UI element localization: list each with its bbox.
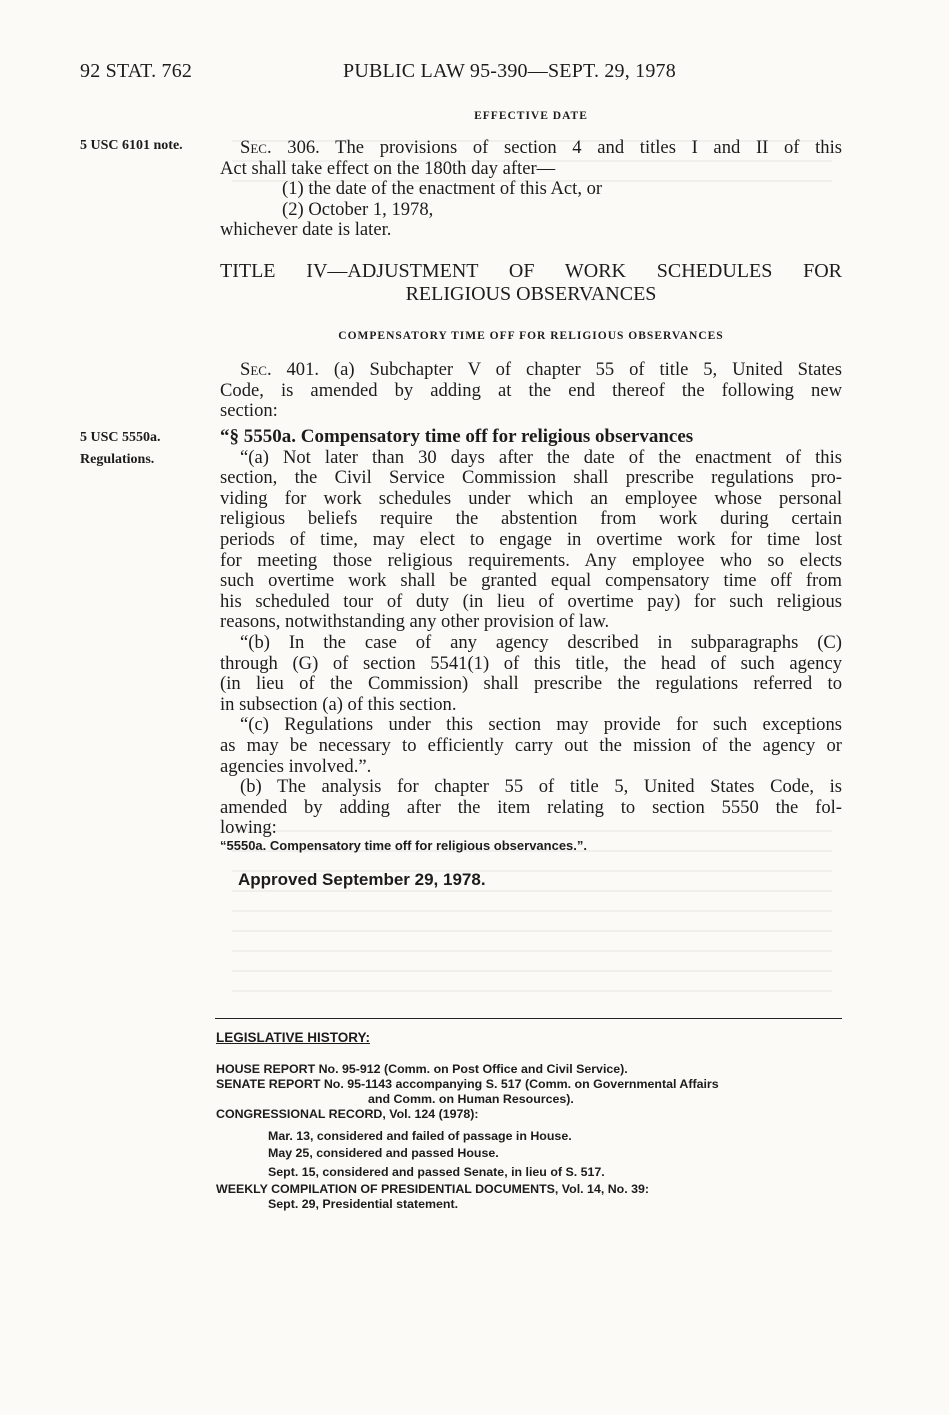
weekly-compilation: WEEKLY COMPILATION OF PRESIDENTIAL DOCUMENTS, Vol. 14, No. 39:	[216, 1182, 650, 1196]
sec306-line5: whichever date is later.	[220, 219, 392, 241]
para-a-line: for meeting those religious requirements. Any employee who so elects	[220, 549, 842, 571]
sec401-line2: Code, is amended by adding at the end thereof the following new	[220, 379, 842, 401]
para-a-line: such overtime work shall be granted equal compensatory time off from	[220, 570, 842, 592]
effective-date-heading: EFFECTIVE DATE	[474, 110, 588, 122]
para-a-line: reasons, notwithstanding any other provision of law.	[220, 611, 610, 633]
para-a-line: periods of time, may elect to engage in overtime work for time lost	[220, 528, 842, 550]
sec401-line1: Sec. 401. (a) Subchapter V of chapter 55 of title 5, United States	[240, 359, 842, 380]
para-b-line: “(b) In the case of any agency described in subparagraphs (C)	[240, 631, 842, 653]
analysis-item: “5550a. Compensatory time off for religious observances.”.	[220, 838, 588, 853]
approval-line: Approved September 29, 1978.	[238, 870, 486, 889]
record-entry: May 25, considered and passed House.	[268, 1146, 499, 1160]
para-c-line: as may be necessary to efficiently carry out the mission of the agency or	[220, 734, 842, 756]
legislative-history-heading: LEGISLATIVE HISTORY:	[216, 1030, 371, 1045]
congressional-record: CONGRESSIONAL RECORD, Vol. 124 (1978):	[216, 1107, 479, 1121]
para-b-line: through (G) of section 5541(1) of this title, the head of such agency	[220, 652, 842, 674]
margin-note-regulations: Regulations.	[80, 452, 155, 467]
section-306	[220, 138, 842, 241]
para-b-line: (in lieu of the Commission) shall prescribe the regulations referred to	[220, 673, 842, 695]
sec306-item1: (1) the date of the enactment of this Act, or	[282, 178, 603, 200]
title-iv-line2: RELIGIOUS OBSERVANCES	[405, 283, 657, 305]
margin-note-6101: 5 USC 6101 note.	[80, 138, 183, 153]
page-stat-number: 92 STAT. 762	[80, 60, 193, 82]
para-a-line: religious beliefs require the abstention from work during certain	[220, 508, 842, 530]
para-c-line: agencies involved.”.	[220, 755, 372, 777]
sec306-line1: Sec. 306. The provisions of section 4 and titles I and II of this	[240, 137, 842, 158]
senate-report-line1: SENATE REPORT No. 95-1143 accompanying S. 517 (Comm. on Governmental Affairs	[216, 1077, 719, 1091]
para-a-line: viding for work schedules under which an employee whose personal	[220, 487, 842, 509]
running-head: PUBLIC LAW 95-390—SEPT. 29, 1978	[343, 60, 676, 82]
section-5550a-heading: “§ 5550a. Compensatory time off for religious observances	[220, 426, 694, 447]
sec306-item2: (2) October 1, 1978,	[282, 198, 434, 220]
analysis-para-line: amended by adding after the item relating to section 5550 the fol-	[220, 796, 842, 818]
title-iv-heading	[220, 260, 842, 306]
section-401	[220, 360, 842, 422]
para-b-line: in subsection (a) of this section.	[220, 693, 457, 715]
para-a-line: “(a) Not later than 30 days after the date of the enactment of this	[240, 446, 842, 468]
record-entry: Mar. 13, considered and failed of passage in House.	[268, 1129, 572, 1143]
record-entry: Sept. 15, considered and passed Senate, in lieu of S. 517.	[268, 1165, 605, 1179]
section-5550a-body	[220, 427, 842, 839]
sec306-line2: Act shall take effect on the 180th day after—	[220, 157, 556, 179]
senate-report-line2: and Comm. on Human Resources).	[368, 1092, 574, 1106]
weekly-entry: Sept. 29, Presidential statement.	[268, 1197, 459, 1211]
divider-rule	[215, 1018, 842, 1019]
para-a-line: his scheduled tour of duty (in lieu of overtime pay) for such religious	[220, 590, 842, 612]
para-c-line: “(c) Regulations under this section may provide for such exceptions	[240, 714, 842, 736]
sec401-line3: section:	[220, 400, 278, 422]
para-a-line: section, the Civil Service Commission shall prescribe regulations pro-	[220, 467, 842, 489]
house-report: HOUSE REPORT No. 95-912 (Comm. on Post Office and Civil Service).	[216, 1062, 628, 1076]
title-iv-line1: TITLE IV—ADJUSTMENT OF WORK SCHEDULES FOR	[220, 260, 842, 282]
analysis-para-line: (b) The analysis for chapter 55 of title 5, United States Code, is	[240, 776, 842, 798]
analysis-para-line: lowing:	[220, 817, 277, 839]
margin-note-5550a: 5 USC 5550a.	[80, 430, 161, 445]
compensatory-heading: COMPENSATORY TIME OFF FOR RELIGIOUS OBSERVANCES	[338, 330, 724, 342]
